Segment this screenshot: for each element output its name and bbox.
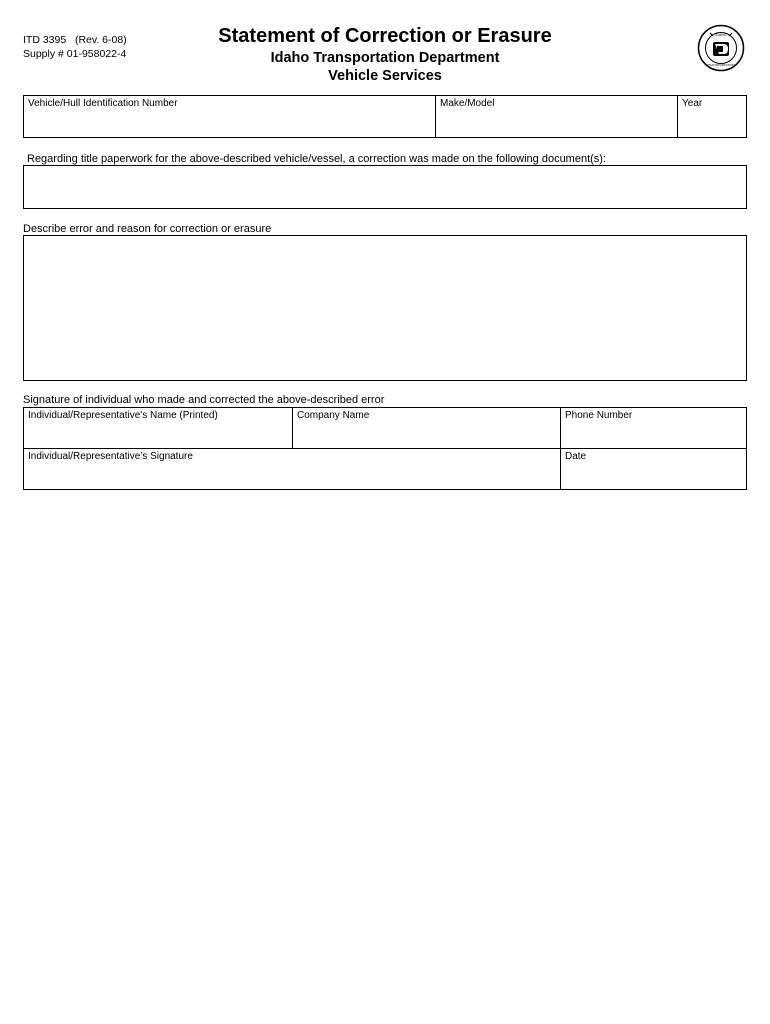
department-seal-icon: [697, 24, 745, 72]
form-identifier: [23, 33, 127, 61]
vin-field[interactable]: [24, 110, 434, 137]
company-label: Company Name: [297, 410, 370, 421]
description-section-label: Describe error and reason for correction or erasure: [23, 223, 272, 235]
year-label: Year: [682, 98, 703, 109]
vin-label: Vehicle/Hull Identification Number: [28, 98, 178, 109]
signature-section-label: Signature of individual who made and corrected the above-described error: [23, 394, 385, 406]
year-field[interactable]: [678, 110, 746, 137]
make-model-label: Make/Model: [440, 98, 495, 109]
svg-text:TRANSPORTATION: TRANSPORTATION: [707, 63, 735, 67]
company-field[interactable]: [293, 422, 559, 447]
date-field[interactable]: [561, 462, 746, 489]
form-number: ITD 3395 (Rev. 6-08): [23, 34, 127, 46]
signature-field[interactable]: [24, 462, 559, 489]
name-label: Individual/Representative's Name (Printed): [28, 410, 218, 421]
supply-number: Supply # 01-958022-4: [23, 48, 127, 60]
phone-label: Phone Number: [565, 410, 633, 421]
description-field[interactable]: [23, 235, 747, 381]
date-label: Date: [565, 451, 587, 462]
signature-label: Individual/Representative’s Signature: [28, 451, 193, 462]
department-name: Idaho Transportation Department: [270, 50, 500, 66]
svg-text:IDAHO: IDAHO: [715, 33, 727, 37]
division-name: Vehicle Services: [328, 68, 442, 84]
make-model-field[interactable]: [436, 110, 676, 137]
name-field[interactable]: [24, 422, 290, 447]
document-section-label: Regarding title paperwork for the above-described vehicle/vessel, a correction was made on the following document(s):: [27, 153, 607, 165]
page-title: Statement of Correction or Erasure: [218, 25, 552, 47]
document-field[interactable]: [23, 165, 747, 209]
phone-field[interactable]: [561, 422, 746, 447]
